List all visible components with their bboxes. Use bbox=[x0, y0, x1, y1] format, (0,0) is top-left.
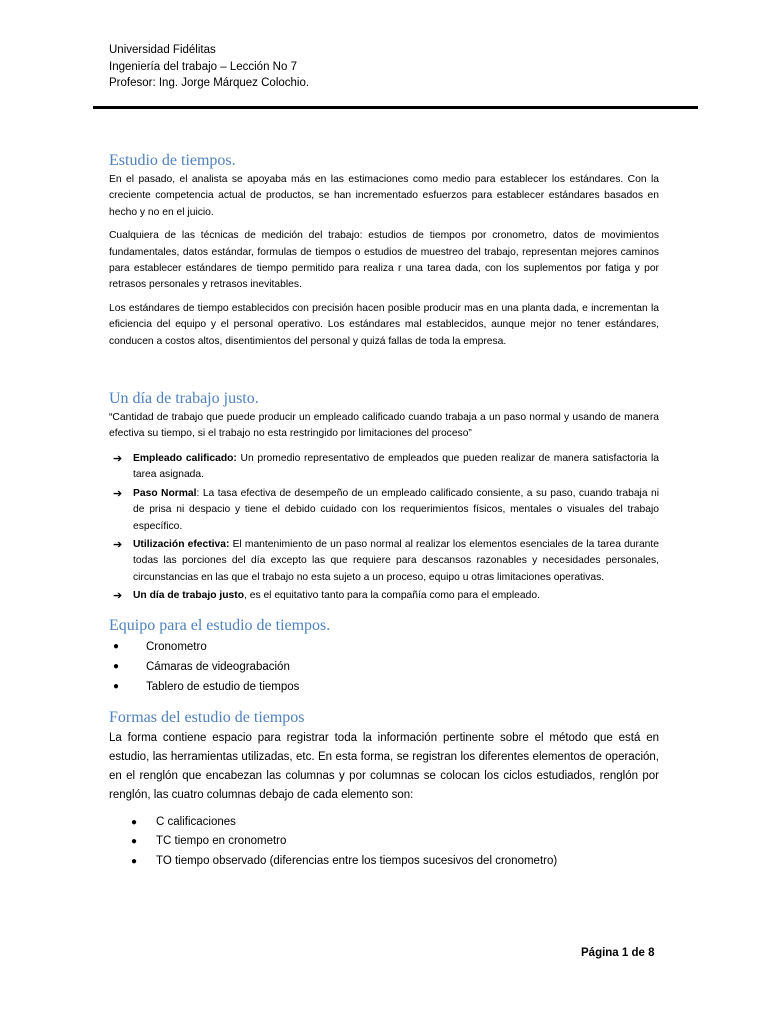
arrow-bullet-icon: ➔ bbox=[113, 452, 123, 465]
paragraph: Cualquiera de las técnicas de medición del trabajo: estudios de tiempos por cronometro, datos de movimientos fundamentales, datos estándar, formulas de tiempos o estudios de muestreo del trabajo, representan mejores caminos para establecer estándares de tiempo permitido para realiza r una tarea dada, con los suplementos por fatiga y por retrasos personales y retrasos inevitables. bbox=[109, 230, 659, 291]
term: Paso Normal bbox=[133, 487, 197, 499]
list-item: ● Tablero de estudio de tiempos bbox=[109, 677, 659, 697]
section-title-equipo: Equipo para el estudio de tiempos. bbox=[109, 616, 331, 634]
list-item: ● Cámaras de videograbación bbox=[109, 657, 659, 677]
definition: Un promedio representativo de empleados que pueden realizar de manera satisfactoria la tarea asignada. bbox=[133, 452, 659, 481]
list-item: ● TO tiempo observado (diferencias entre los tiempos sucesivos del cronometro) bbox=[109, 852, 659, 872]
bullet-dot-icon: ● bbox=[113, 680, 120, 692]
arrow-bullet-icon: ➔ bbox=[113, 538, 123, 551]
page-header bbox=[109, 42, 309, 92]
section-title-estudio: Estudio de tiempos. bbox=[109, 152, 236, 169]
header-divider bbox=[93, 106, 698, 109]
list-item bbox=[109, 588, 659, 604]
arrow-bullet-icon: ➔ bbox=[113, 590, 123, 603]
paragraph: Los estándares de tiempo establecidos con precisión hacen posible producir mas en una planta dada, e incrementan la eficiencia del equipo y el personal operativo. Los estándares mal establecidos, aunque mejor no tener estándares, conducen a costos altos, disentimientos del personal y quizá fallas de toda la empresa. bbox=[109, 302, 659, 347]
list-item: ● C calificaciones bbox=[109, 813, 659, 833]
term: Empleado calificado: bbox=[133, 452, 237, 464]
list-item bbox=[109, 451, 659, 484]
list-item bbox=[109, 486, 659, 535]
term: Un día de trabajo justo bbox=[133, 590, 244, 602]
header-course: Ingeniería del trabajo – Lección No 7 bbox=[109, 60, 297, 73]
list-item bbox=[109, 537, 659, 586]
paragraph: La forma contiene espacio para registrar toda la información pertinente sobre el método que está en estudio, las herramientas utilizadas, etc. En esta forma, se registran los diferentes elementos de operación, en el renglón que encabezan las columnas y por columnas se colocan los ciclos estudiados, renglón por renglón, las cuatro columnas debajo de cada elemento son: bbox=[109, 731, 659, 801]
header-professor: Profesor: Ing. Jorge Márquez Colochio. bbox=[109, 77, 310, 89]
page-number: Página 1 de 8 bbox=[581, 947, 655, 959]
definition-list bbox=[109, 451, 659, 605]
list-item: ● Cronometro bbox=[109, 637, 659, 657]
definition: El mantenimiento de un paso normal al realizar los elementos esenciales de la tarea durante todas las porciones del día excepto las que requiere para descansos razonables y necesidades personales, circunstancias en las que el trabajo no esta sujeto a un proceso, equipo u otras limitaciones operativas. bbox=[133, 538, 659, 583]
bullet-dot-icon: ● bbox=[131, 816, 138, 828]
quote-paragraph: “Cantidad de trabajo que puede producir un empleado calificado cuando trabaja a un paso normal y usando de manera efectiva su tiempo, si el trabajo no esta restringido por limitaciones del proceso” bbox=[109, 412, 659, 440]
paragraph: En el pasado, el analista se apoyaba más en las estimaciones como medio para establecer los estándares. Con la creciente competencia actual de productos, se han incrementado esfuerzos para establecer estándares basados en hecho y no en el juicio. bbox=[109, 174, 659, 218]
bullet-dot-icon: ● bbox=[113, 660, 120, 672]
bullet-dot-icon: ● bbox=[131, 836, 138, 848]
term: Utilización efectiva: bbox=[133, 538, 230, 550]
equipment-list bbox=[109, 637, 659, 697]
bullet-dot-icon: ● bbox=[131, 855, 138, 867]
definition: : La tasa efectiva de desempeño de un empleado calificado consiente, a su paso, cuando trabaja ni de prisa ni despacio y tiene el debido cuidado con los requerimientos físicos, mentales o visuales del trabajo específico. bbox=[133, 487, 660, 532]
list-item: ● TC tiempo en cronometro bbox=[109, 832, 659, 852]
columns-list bbox=[109, 813, 659, 872]
bullet-dot-icon: ● bbox=[113, 640, 120, 652]
section-title-formas: Formas del estudio de tiempos bbox=[109, 708, 305, 726]
page-content bbox=[109, 150, 659, 871]
header-university: Universidad Fidélitas bbox=[109, 44, 216, 56]
section-title-dia-justo: Un día de trabajo justo. bbox=[109, 390, 259, 408]
arrow-bullet-icon: ➔ bbox=[113, 487, 123, 500]
definition: , es el equitativo tanto para la compañía como para el empleado. bbox=[244, 590, 540, 602]
